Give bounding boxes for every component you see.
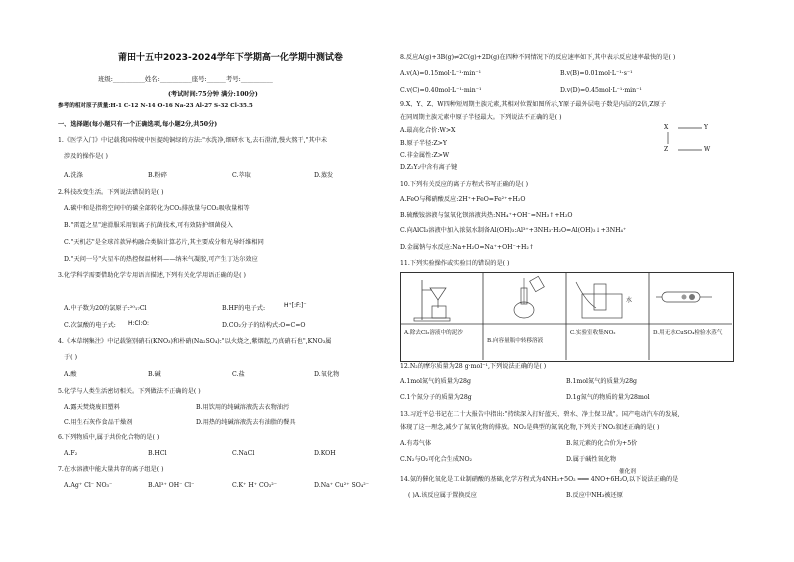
- q13-option-a: A.有毒气体: [400, 440, 432, 447]
- q5-stem: 5.化学与人类生活密切相关。下列做法不正确的是( ): [58, 388, 201, 395]
- q2-option-a: A.碳中和是指将空间中的碳全部转化为CO₂排放量与CO₂吸收量相等: [64, 205, 250, 212]
- q8-option-b: B.v(B)=0.01mol·L⁻¹·s⁻¹: [560, 70, 633, 77]
- q7-stem: 7.在水溶液中能大量共存的离子组是( ): [58, 466, 164, 473]
- q3-stem: 3.化学科学需要借助化学专用语言描述,下列有关化学用语正确的是( ): [58, 272, 246, 279]
- q12-option-c: C.1个氮分子的质量为28g: [400, 394, 472, 401]
- atomic-mass-line: 参考的相对原子质量:H-1 C-12 N-14 O-16 Na-23 Al-27 S-32 Cl-35.5: [58, 103, 253, 109]
- q9-option-a: A.最高化合价:W>X: [400, 127, 456, 134]
- q6-stem: 6.下列物质中,属于共价化合物的是( ): [58, 434, 160, 441]
- q13-option-d: D.属于碱性氧化物: [566, 456, 617, 463]
- q3-option-b: B.HF的电子式:: [222, 305, 266, 312]
- q10-option-b: B.硫酸铵溶液与氢氧化钡溶液共热:NH₄⁺+OH⁻=NH₃↑+H₂O: [400, 212, 573, 219]
- q1-stem: 1.《医学入门》中记载我国传统中医提纯铜绿的方法:"水洗净,细研水飞,去石澄清,慢火熬干,"其中未: [58, 137, 328, 144]
- svg-text:水: 水: [626, 297, 633, 304]
- q2-stem: 2.科技改变生活。下列说法错误的是( ): [58, 189, 164, 196]
- q6-option-c: C.NaCl: [232, 450, 255, 457]
- q10-option-d: D.金属钠与水反应:Na+H₂O=Na⁺+OH⁻+H₂↑: [400, 244, 535, 251]
- q14-option-a: ( )A.该反应属于置换反应: [408, 492, 477, 499]
- q12-option-b: B.1mol氮气的质量为28g: [566, 378, 637, 385]
- q2-option-c: C."天机芯"是全球首款异构融合类脑计算芯片,其主要成分和光导纤维相同: [64, 239, 264, 246]
- q8-option-d: D.v(D)=0.45mol·L⁻¹·min⁻¹: [560, 87, 642, 94]
- q5-option-c: C.用生石灰作食品干燥剂: [64, 419, 133, 426]
- q13-stem-cont: 体现了这一理念,减少了氮氧化物的排放。NO₂是典型的氮氧化物,下列关于NO₂叙述正确的是( ): [400, 424, 660, 431]
- q11-apparatus-drawings: [400, 272, 734, 362]
- q4-option-d: D.氧化物: [314, 371, 340, 378]
- q6-option-d: D.KOH: [314, 450, 336, 457]
- q8-option-c: C.v(C)=0.40mol·L⁻¹·min⁻¹: [400, 87, 482, 94]
- exam-meta: (考试时间:75分钟 满分:100分): [168, 91, 258, 98]
- q7-option-c: C.K⁺ H⁺ CO₃²⁻: [232, 482, 277, 489]
- diagram-x: X: [664, 124, 669, 131]
- q5-option-d: D.用热的纯碱溶液洗去有油脂的餐具: [196, 419, 296, 426]
- q2-option-b: B."雷霆之星"速滑服采用银离子抗菌技术,可有效防护细菌侵入: [64, 222, 233, 229]
- q3-option-d: D.CO₂分子的结构式:O=C=O: [222, 322, 306, 329]
- q12-option-d: D.1g氮气的物质的量为28mol: [566, 394, 650, 401]
- diagram-w: W: [704, 146, 711, 153]
- q12-option-a: A.1mol氮气的质量为28g: [400, 378, 471, 385]
- q14-catalyst-label: 催化剂: [619, 469, 636, 475]
- diagram-y: Y: [704, 124, 708, 131]
- q7-option-d: D.Na⁺ Cu²⁺ SO₄²⁻: [314, 482, 370, 489]
- hclo-electron-formula: [128, 317, 162, 329]
- q9-stem-cont: 在同周期主族元素中原子半径最大。下列说法不正确的是( ): [400, 114, 562, 121]
- q10-option-c: C.向AlCl₃溶液中加入浓氨水制备Al(OH)₃:Al³⁺+3NH₃·H₂O=Al(OH)₃↓+3NH₄⁺: [400, 227, 627, 234]
- q1-option-c: C.萃取: [232, 172, 251, 179]
- student-info-line: 班级:__________姓名:__________座号:______考号:__________: [98, 75, 273, 83]
- q11-stem: 11.下列实验操作或实验目的错误的是( ): [400, 260, 510, 267]
- q8-stem: 8.反应A(g)+3B(g)⇌2C(g)+2D(g)在四种不同情况下的反应速率如下,其中表示反应速率最快的是( ): [400, 54, 676, 61]
- q4-stem: 4.《本草纲集注》中记载鉴别硝石(KNO₃)和朴硝(Na₂SO₄):"以火烧之,紫烟起,乃真硝石也",KNO₃属: [58, 338, 332, 345]
- q1-option-b: B.粉碎: [148, 172, 167, 179]
- q3-option-a: A.中子数为20的氯原子:²⁰₁₇Cl: [64, 305, 147, 312]
- q10-stem: 10.下列有关反应的离子方程式书写正确的是( ): [400, 181, 529, 188]
- q9-stem: 9.X、Y、Z、W四种短周期主族元素,其相对位置如图所示,Y原子最外层电子数是内层的2倍,Z原子: [400, 101, 667, 108]
- diagram-z: Z: [664, 146, 669, 153]
- section-heading: 一、选择题(每小题只有一个正确选项,每小题2分,共50分): [58, 121, 218, 128]
- q11-option-c: C.实验室收集NO₂: [570, 330, 616, 336]
- q3-option-c: C.次氯酸的电子式:: [64, 322, 116, 329]
- q14-option-b: B.反应中NH₃被还原: [566, 492, 623, 499]
- q7-option-b: B.Al³⁺ OH⁻ Cl⁻: [148, 482, 195, 489]
- q1-option-d: D.蒸发: [314, 172, 334, 179]
- q11-option-b: B.向容量瓶中转移溶液: [487, 338, 544, 344]
- q11-option-a: A.除去Cl₂溶液中的泥沙: [404, 330, 463, 336]
- q4-option-c: C.盐: [232, 371, 245, 378]
- q5-option-b: B.用饮用的纯碱溶液洗去衣物油污: [196, 404, 290, 411]
- q12-stem: 12.N₂的摩尔质量为28 g·mol⁻¹,下列说法正确的是( ): [400, 363, 547, 370]
- q9-option-d: D.Z₂Y₂中含有离子键: [400, 164, 458, 171]
- q1-stem-cont: 涉及的操作是( ): [64, 153, 108, 160]
- q4-option-a: A.酸: [64, 371, 77, 378]
- q6-option-a: A.F₂: [64, 450, 78, 457]
- q6-option-b: B.HCl: [148, 450, 167, 457]
- q8-option-a: A.v(A)=0.15mol·L⁻¹·min⁻¹: [400, 70, 482, 77]
- q7-option-a: A.Ag⁺ Cl⁻ NO₃⁻: [64, 482, 113, 489]
- q13-stem: 13.习近平总书记在二十大报告中指出:"持续深入打好蓝天、碧水、净土保卫战"。国产电动汽车的发展,: [400, 411, 680, 418]
- q4-option-b: B.碱: [148, 371, 161, 378]
- q14-stem: 14.氨的催化氧化是工业制硝酸的基础,化学方程式为4NH₃+5O₂ ═══ 4NO+6H₂O,以下说法正确的是: [400, 476, 679, 483]
- q2-option-d: D."天问一号"火星车的热控保温材料——纳米气凝胶,可产生丁达尔效应: [64, 256, 258, 263]
- hf-electron-formula: [284, 298, 324, 312]
- q10-option-a: A.FeO与稀硝酸反应:2H⁺+FeO=Fe²⁺+H₂O: [400, 196, 526, 203]
- exam-title: 莆田十五中2023-2024学年下学期高一化学期中测试卷: [118, 53, 343, 63]
- q9-option-b: B.原子半径:Z>Y: [400, 140, 447, 147]
- q1-option-a: A.洗涤: [64, 172, 83, 179]
- q9-option-c: C.非金属性:Z>W: [400, 152, 450, 159]
- element-position-diagram: [664, 122, 724, 158]
- svg-text:H⁺[:F:]⁻: H⁺[:F:]⁻: [284, 302, 307, 309]
- svg-text:H:Cl:O:: H:Cl:O:: [128, 320, 150, 327]
- q13-option-b: B.氮元素的化合价为+5价: [566, 440, 638, 447]
- q5-option-a: A.露天焚烧废旧塑料: [64, 404, 120, 411]
- q13-option-c: C.N₂与O₂可化合生成NO₂: [400, 456, 473, 463]
- q4-stem-cont: 于( ): [64, 354, 77, 361]
- q11-option-d: D.用无水CuSO₄检验水蒸气: [653, 330, 723, 336]
